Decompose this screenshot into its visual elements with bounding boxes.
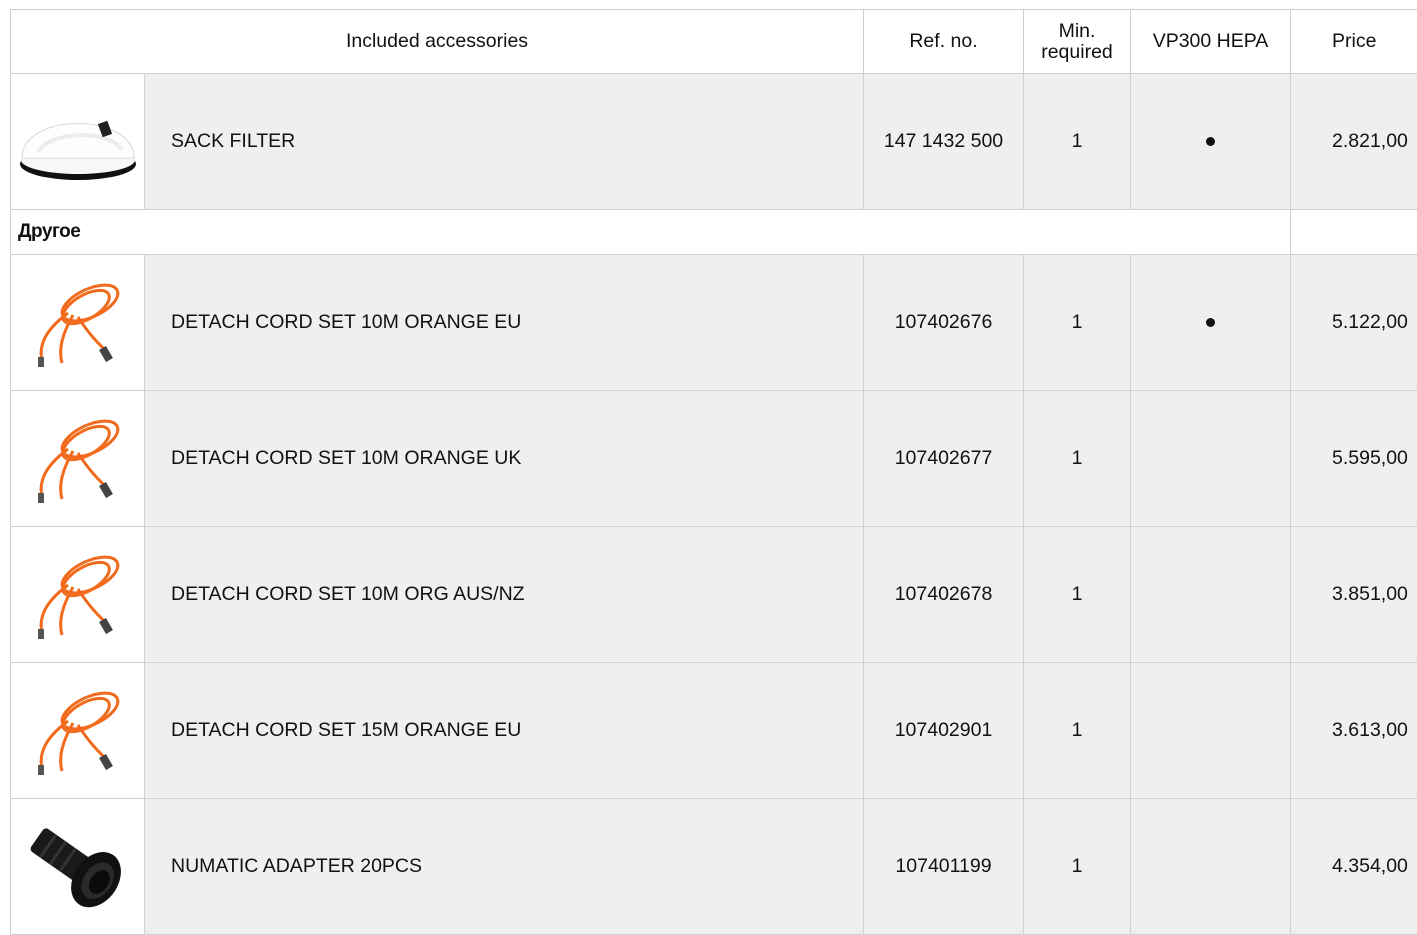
item-min: 1 (1023, 391, 1130, 526)
orange-cord-image (10, 255, 144, 390)
item-ref: 107402676 (863, 255, 1023, 390)
item-ref: 147 1432 500 (863, 74, 1023, 209)
table-row (10, 663, 1417, 799)
item-name: SACK FILTER (144, 74, 863, 209)
vp300-indicator (1130, 527, 1290, 662)
included-dot-icon (1206, 137, 1215, 146)
item-price: 4.354,00 (1290, 799, 1417, 934)
header-min-line1: Min. (1058, 19, 1096, 42)
orange-cord-image (10, 391, 144, 526)
item-min: 1 (1023, 527, 1130, 662)
item-name: DETACH CORD SET 10M ORANGE UK (144, 391, 863, 526)
vp300-indicator (1130, 663, 1290, 798)
sack-filter-image (10, 74, 144, 209)
item-price: 3.613,00 (1290, 663, 1417, 798)
header-included-accessories: Included accessories (10, 10, 863, 73)
item-price: 3.851,00 (1290, 527, 1417, 662)
section-price-cell (1290, 210, 1417, 254)
vp300-indicator (1130, 255, 1290, 390)
section-row (10, 210, 1417, 255)
table-header (10, 9, 1417, 74)
table-row (10, 799, 1417, 935)
item-name: DETACH CORD SET 15M ORANGE EU (144, 663, 863, 798)
header-ref-no: Ref. no. (863, 10, 1023, 73)
table-row (10, 391, 1417, 527)
item-name: DETACH CORD SET 10M ORANGE EU (144, 255, 863, 390)
header-vp300-hepa: VP300 HEPA (1130, 10, 1290, 73)
table-row (10, 74, 1417, 210)
item-price: 5.122,00 (1290, 255, 1417, 390)
item-ref: 107401199 (863, 799, 1023, 934)
item-min: 1 (1023, 663, 1130, 798)
header-min-required (1023, 10, 1130, 73)
header-min-line2: required (1041, 40, 1113, 63)
item-ref: 107402678 (863, 527, 1023, 662)
item-name: DETACH CORD SET 10M ORG AUS/NZ (144, 527, 863, 662)
item-min: 1 (1023, 799, 1130, 934)
header-price: Price (1290, 10, 1417, 73)
vp300-indicator (1130, 799, 1290, 934)
section-label: Другое (10, 210, 1290, 254)
item-min: 1 (1023, 74, 1130, 209)
included-dot-icon (1206, 318, 1215, 327)
black-adapter-image (10, 799, 144, 934)
item-ref: 107402901 (863, 663, 1023, 798)
table-row (10, 255, 1417, 391)
item-price: 5.595,00 (1290, 391, 1417, 526)
vp300-indicator (1130, 74, 1290, 209)
orange-cord-image (10, 527, 144, 662)
accessories-table (10, 9, 1417, 935)
table-row (10, 527, 1417, 663)
orange-cord-image (10, 663, 144, 798)
item-min: 1 (1023, 255, 1130, 390)
vp300-indicator (1130, 391, 1290, 526)
item-name: NUMATIC ADAPTER 20PCS (144, 799, 863, 934)
item-price: 2.821,00 (1290, 74, 1417, 209)
item-ref: 107402677 (863, 391, 1023, 526)
